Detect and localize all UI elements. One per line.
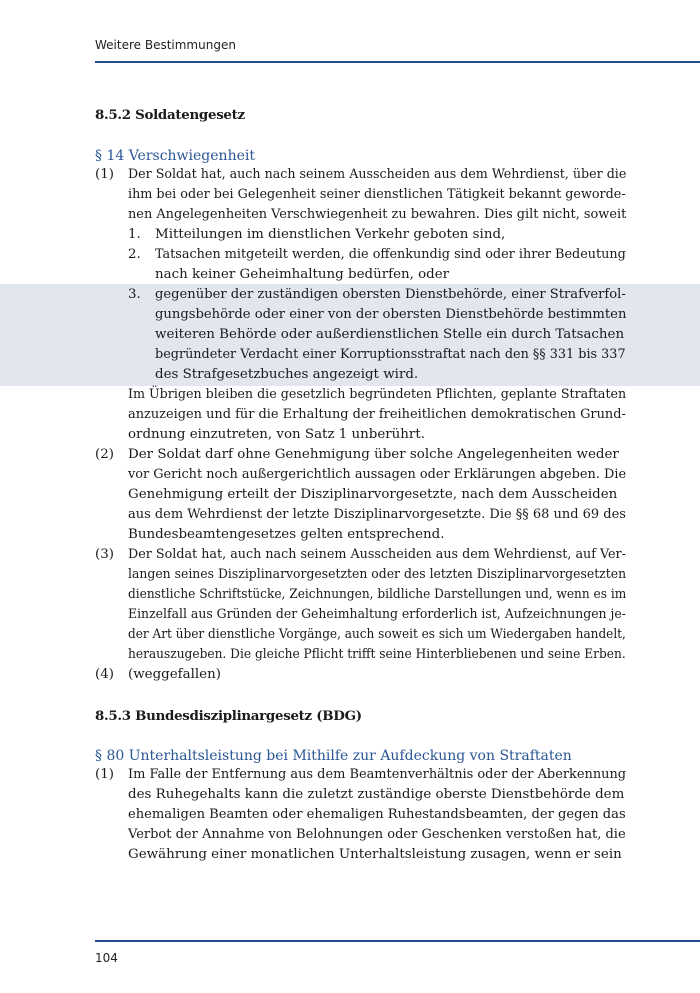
- paragraph-text-line: (weggefallen): [128, 667, 221, 682]
- page-number: 104: [95, 951, 118, 965]
- section-heading: 8.5.2 Soldatengesetz: [95, 107, 245, 123]
- paragraph-title: § 80 Unterhaltsleistung bei Mithilfe zur Aufdeckung von Straftaten: [95, 748, 572, 764]
- paragraph-number: (4): [95, 667, 114, 682]
- paragraph-text-line: Einzelfall aus Gründen der Geheimhaltung erforderlich ist, Aufzeichnungen je-: [128, 607, 626, 622]
- running-header: Weitere Bestimmungen: [95, 38, 236, 52]
- list-item-text-line: gegenüber der zuständigen obersten Dienstbehörde, einer Strafverfol-: [155, 287, 626, 302]
- list-item-text-line: nach keiner Geheimhaltung bedürfen, oder: [155, 267, 450, 282]
- section-heading: 8.5.3 Bundesdisziplinargesetz (BDG): [95, 708, 362, 724]
- paragraph-text-line: Im Übrigen bleiben die gesetzlich begründeten Pflichten, geplante Straftaten: [128, 387, 627, 402]
- paragraph-text-line: Verbot der Annahme von Belohnungen oder Geschenken verstoßen hat, die: [128, 827, 626, 842]
- paragraph-text-line: ihm bei oder bei Gelegenheit seiner dienstlichen Tätigkeit bekannt geworde-: [128, 187, 626, 202]
- paragraph-text-line: Der Soldat darf ohne Genehmigung über solche Angelegenheiten weder: [128, 447, 619, 462]
- paragraph-text-line: anzuzeigen und für die Erhaltung der freiheitlichen demokratischen Grund-: [128, 407, 626, 422]
- paragraph-text-line: nen Angelegenheiten Verschwiegenheit zu bewahren. Dies gilt nicht, soweit: [128, 207, 627, 222]
- paragraph-text-line: ordnung einzutreten, von Satz 1 unberührt.: [128, 427, 425, 442]
- paragraph-text-line: ehemaligen Beamten oder ehemaligen Ruhestandsbeamten, der gegen das: [128, 807, 626, 822]
- paragraph-text-line: Bundesbeamtengesetzes gelten entsprechend.: [128, 527, 445, 542]
- paragraph-text-line: Der Soldat hat, auch nach seinem Ausscheiden aus dem Wehrdienst, auf Ver-: [128, 547, 626, 562]
- paragraph-text-line: aus dem Wehrdienst der letzte Disziplinarvorgesetzte. Die §§ 68 und 69 des: [128, 507, 626, 522]
- paragraph-number: (3): [95, 547, 114, 562]
- paragraph-text-line: der Art über dienstliche Vorgänge, auch soweit es sich um Wiedergaben handelt,: [128, 627, 626, 642]
- paragraph-text-line: herauszugeben. Die gleiche Pflicht trifft seine Hinterbliebenen und seine Erben.: [128, 647, 626, 662]
- header-rule: [95, 61, 700, 63]
- paragraph-text-line: des Ruhegehalts kann die zuletzt zuständige oberste Dienstbehörde dem: [128, 787, 625, 802]
- list-item-text-line: des Strafgesetzbuches angezeigt wird.: [155, 367, 419, 382]
- paragraph-number: (2): [95, 447, 114, 462]
- paragraph-text-line: Im Falle der Entfernung aus dem Beamtenverhältnis oder der Aberkennung: [128, 767, 627, 782]
- list-item-text-line: weiteren Behörde oder außerdienstlichen Stelle ein durch Tatsachen: [155, 327, 625, 342]
- list-item-text-line: begründeter Verdacht einer Korruptionsstraftat nach den §§ 331 bis 337: [155, 347, 626, 362]
- paragraph-text-line: dienstliche Schriftstücke, Zeichnungen, bildliche Darstellungen und, wenn es im: [128, 587, 627, 602]
- paragraph-text-line: vor Gericht noch außergerichtlich aussagen oder Erklärungen abgeben. Die: [128, 467, 627, 482]
- paragraph-number: (1): [95, 167, 114, 182]
- list-item-text-line: Mitteilungen im dienstlichen Verkehr geboten sind,: [155, 227, 506, 242]
- paragraph-text-line: Gewährung einer monatlichen Unterhaltsleistung zusagen, wenn er sein: [128, 847, 622, 862]
- paragraph-text-line: Genehmigung erteilt der Disziplinarvorgesetzte, nach dem Ausscheiden: [128, 487, 618, 502]
- list-item-number: 2.: [128, 247, 141, 262]
- paragraph-text-line: Der Soldat hat, auch nach seinem Ausscheiden aus dem Wehrdienst, über die: [128, 167, 627, 182]
- list-item-number: 1.: [128, 227, 141, 242]
- list-item-text-line: Tatsachen mitgeteilt werden, die offenkundig sind oder ihrer Bedeutung: [155, 247, 626, 262]
- paragraph-title: § 14 Verschwiegenheit: [95, 148, 255, 164]
- list-item-text-line: gungsbehörde oder einer von der obersten Dienstbehörde bestimmten: [155, 307, 627, 322]
- list-item-number: 3.: [128, 287, 141, 302]
- footer-rule: [95, 940, 700, 942]
- paragraph-text-line: langen seines Disziplinarvorgesetzten oder des letzten Disziplinarvorgesetzten: [128, 567, 627, 582]
- paragraph-number: (1): [95, 767, 114, 782]
